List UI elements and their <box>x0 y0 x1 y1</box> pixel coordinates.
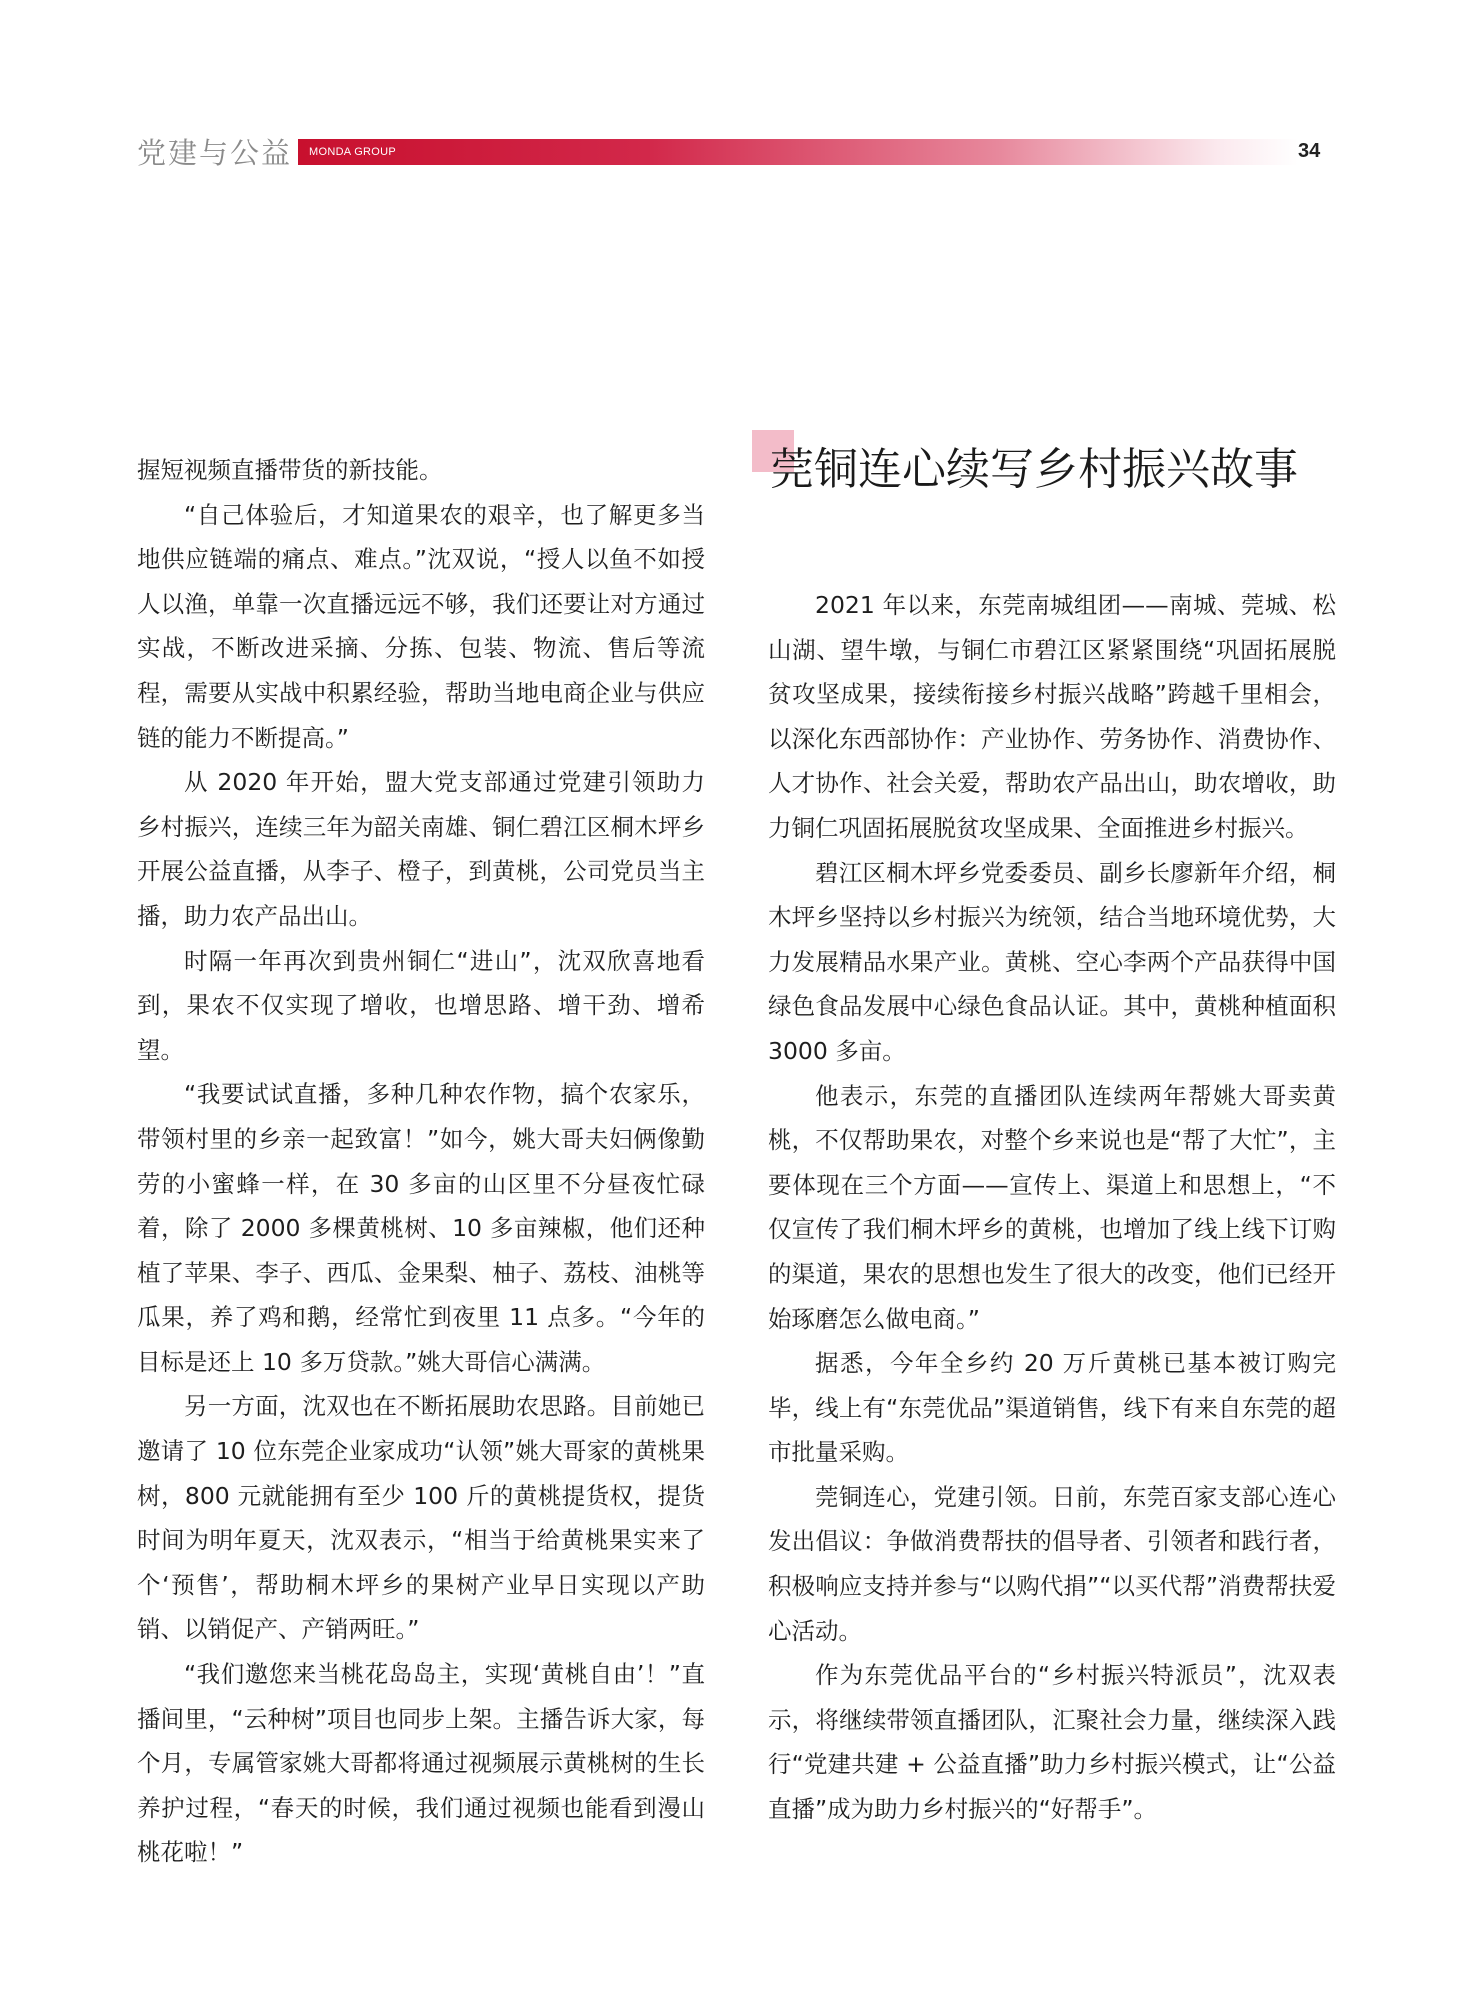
brand-label: MONDA GROUP <box>309 146 397 158</box>
paragraph: “我要试试直播，多种几种农作物，搞个农家乐，带领村里的乡亲一起致富！”如今，姚大哥夫妇俩像勤劳的小蜜蜂一样，在 30 多亩的山区里不分昼夜忙碌着，除了 2000 多棵黄桃树、10 多亩辣椒，他们还种植了苹果、李子、西瓜、金果梨、柚子、荔枝、油桃等瓜果，养了鸡和鹅，经常忙到夜里 11 点多。“今年的目标是还上 10 多万贷款。”姚大哥信心满满。 <box>137 1080 705 1376</box>
paragraph: 2021 年以来，东莞南城组团——南城、莞城、松山湖、望牛墩，与铜仁市碧江区紧紧围绕“巩固拓展脱贫攻坚成果，接续衔接乡村振兴战略”跨越千里相会，以深化东西部协作：产业协作、劳务协作、消费协作、人才协作、社会关爱，帮助农产品出山，助农增收，助力铜仁巩固拓展脱贫攻坚成果、全面推进乡村振兴。 <box>768 591 1336 842</box>
brand-banner <box>298 139 1298 165</box>
paragraph: 从 2020 年开始，盟大党支部通过党建引领助力乡村振兴，连续三年为韶关南雄、铜仁碧江区桐木坪乡开展公益直播，从李子、橙子，到黄桃，公司党员当主播，助力农产品出山。 <box>137 768 705 930</box>
paragraph: “自己体验后，才知道果农的艰辛，也了解更多当地供应链端的痛点、难点。”沈双说，“授人以鱼不如授人以渔，单靠一次直播远远不够，我们还要让对方通过实战，不断改进采摘、分拣、包装、物流、售后等流程，需要从实战中积累经验，帮助当地电商企业与供应链的能力不断提高。” <box>137 500 705 752</box>
paragraph: 据悉，今年全乡约 20 万斤黄桃已基本被订购完毕，线上有“东莞优品”渠道销售，线下有来自东莞的超市批量采购。 <box>768 1349 1336 1467</box>
paragraph: 另一方面，沈双也在不断拓展助农思路。目前她已邀请了 10 位东莞企业家成功“认领”姚大哥家的黄桃果树，800 元就能拥有至少 100 斤的黄桃提货权，提货时间为明年夏天，沈双表示，“相当于给黄桃果实来了个‘预售’，帮助桐木坪乡的果树产业早日实现以产助销、以销促产、产销两旺。” <box>137 1392 705 1644</box>
paragraph: 碧江区桐木坪乡党委委员、副乡长廖新年介绍，桐木坪乡坚持以乡村振兴为统领，结合当地环境优势，大力发展精品水果产业。黄桃、空心李两个产品获得中国绿色食品发展中心绿色食品认证。其中，黄桃种植面积 3000 多亩。 <box>768 858 1336 1065</box>
article-heading-block <box>752 430 1352 510</box>
paragraph: 他表示，东莞的直播团队连续两年帮姚大哥卖黄桃，不仅帮助果农，对整个乡来说也是“帮了大忙”，主要体现在三个方面——宣传上、渠道上和思想上，“不仅宣传了我们桐木坪乡的黄桃，也增加了线上线下订购的渠道，果农的思想也发生了很大的改变，他们已经开始琢磨怎么做电商。” <box>768 1081 1336 1333</box>
paragraph: 莞铜连心，党建引领。日前，东莞百家支部心连心发出倡议：争做消费帮扶的倡导者、引领者和践行者，积极响应支持并参与“以购代捐”“以买代帮”消费帮扶爱心活动。 <box>768 1482 1336 1645</box>
paragraph: 时隔一年再次到贵州铜仁“进山”，沈双欣喜地看到，果农不仅实现了增收，也增思路、增干劲、增希望。 <box>137 946 705 1064</box>
section-title: 党建与公益 <box>137 136 293 170</box>
paragraph: 握短视频直播带货的新技能。 <box>137 456 443 484</box>
article-heading: 莞铜连心续写乡村振兴故事 <box>770 444 1298 495</box>
paragraph: 作为东莞优品平台的“乡村振兴特派员”，沈双表示，将继续带领直播团队，汇聚社会力量，继续深入践行“党建共建 + 公益直播”助力乡村振兴模式，让“公益直播”成为助力乡村振兴的“好帮手”。 <box>768 1661 1336 1824</box>
page-number: 34 <box>1298 140 1321 162</box>
page-header <box>0 0 1464 200</box>
right-column <box>768 583 1336 1832</box>
paragraph: “我们邀您来当桃花岛岛主，实现‘黄桃自由’！”直播间里，“云种树”项目也同步上架。主播告诉大家，每个月，专属管家姚大哥都将通过视频展示黄桃树的生长养护过程，“春天的时候，我们通过视频也能看到漫山桃花啦！” <box>137 1660 705 1867</box>
left-column <box>137 448 705 1875</box>
